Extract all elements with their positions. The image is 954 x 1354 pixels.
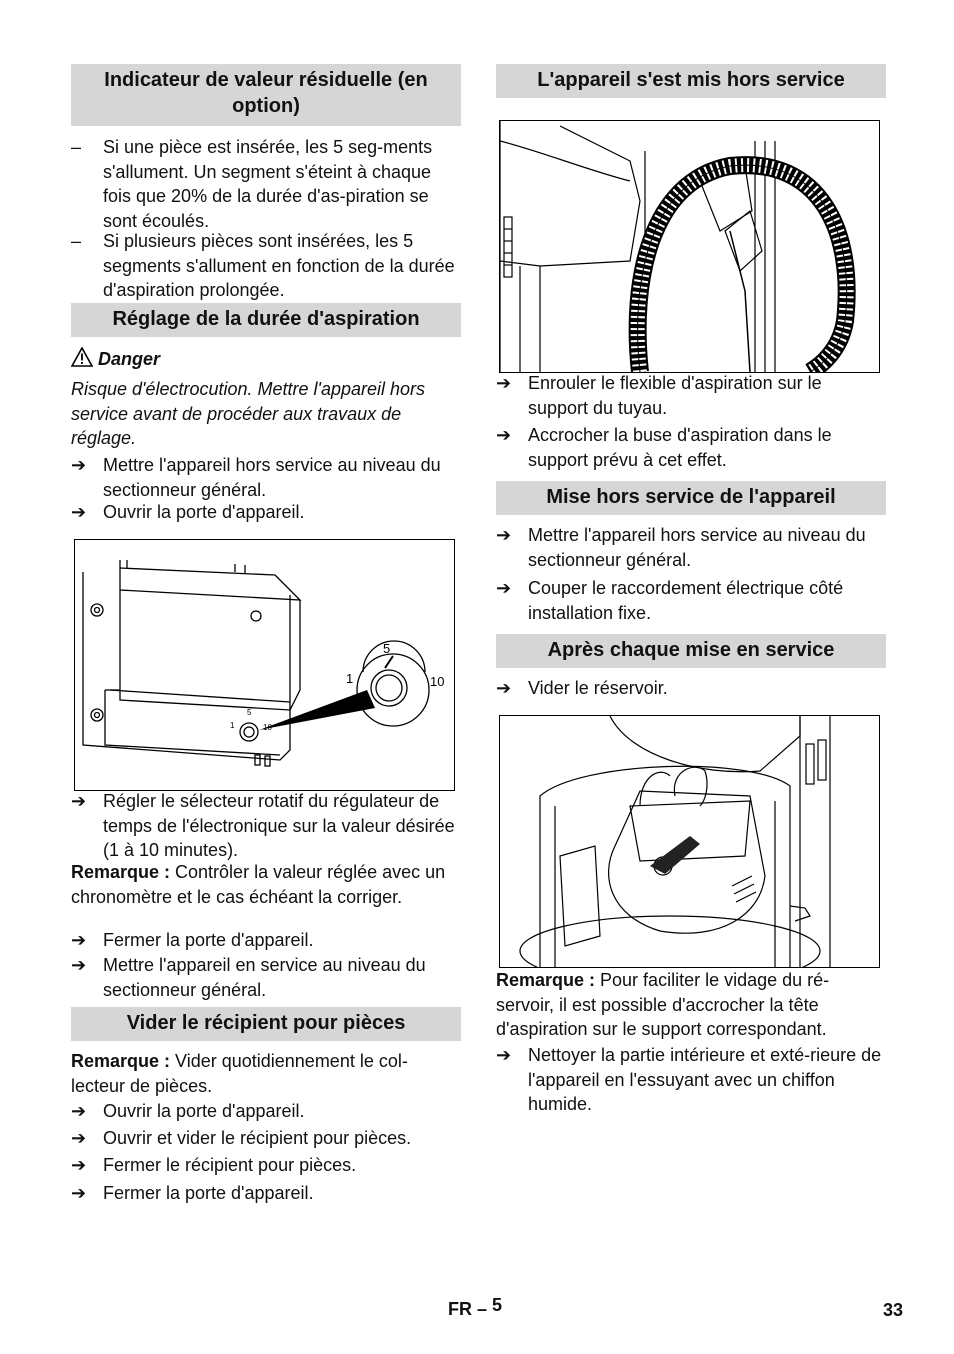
arrow-right-icon: ➔ [71, 1101, 87, 1121]
list-item-text: Fermer la porte d'appareil. [103, 1183, 314, 1203]
remark-text: Vider quotidiennement le col-lecteur de pièces. [71, 1051, 408, 1096]
footer-language [448, 1295, 503, 1320]
list-item-text: Si une pièce est insérée, les 5 seg-ments s'allument. Un segment s'éteint à chaque fois que 20% de la durée d'as-piration se sont écoulés. [103, 137, 433, 231]
remark-paragraph [71, 1049, 461, 1098]
list-item [71, 1126, 461, 1151]
arrow-right-icon: ➔ [71, 1128, 87, 1148]
list-item [71, 1153, 461, 1178]
list-item-text: Régler le sélecteur rotatif du régulateur de temps de l'électronique sur la valeur désirée (1 à 10 minutes). [103, 791, 455, 860]
list-item [71, 928, 461, 953]
list-item-text: Mettre l'appareil en service au niveau du sectionneur général. [103, 955, 426, 1000]
arrow-right-icon: ➔ [71, 455, 87, 475]
hose-holder-figure [499, 120, 880, 373]
remark-label: Remarque : [71, 862, 171, 882]
arrow-right-icon: ➔ [496, 373, 512, 393]
list-item [496, 523, 886, 572]
footer-lang: FR [448, 1299, 472, 1319]
list-item-text: Enrouler le flexible d'aspiration sur le support du tuyau. [528, 373, 822, 418]
list-item [71, 1181, 461, 1206]
heading-residual-indicator: Indicateur de valeur résiduelle (en option) [71, 64, 461, 126]
list-item [71, 453, 461, 502]
remark-text: Contrôler la valeur réglée avec un chronomètre et le cas échéant la corriger. [71, 862, 446, 907]
heading-after-use: Après chaque mise en service [496, 634, 886, 668]
arrow-right-icon: ➔ [71, 502, 87, 522]
list-item [496, 576, 886, 625]
list-item-text: Accrocher la buse d'aspiration dans le support prévu à cet effet. [528, 425, 832, 470]
heading-empty-container: Vider le récipient pour pièces [71, 1007, 461, 1041]
dash-marker: – [71, 137, 82, 157]
arrow-right-icon: ➔ [71, 791, 87, 811]
list-item-text: Ouvrir la porte d'appareil. [103, 1101, 305, 1121]
list-item [71, 229, 461, 303]
arrow-right-icon: ➔ [496, 525, 512, 545]
list-item [496, 423, 886, 472]
remark-paragraph [496, 968, 886, 1042]
warning-triangle-icon [71, 347, 93, 367]
remark-text: Pour faciliter le vidage du ré-servoir, il est possible d'accrocher la tête d'aspiration sur le support correspondant. [496, 970, 830, 1039]
list-item [71, 1099, 461, 1124]
heading-shutdown: Mise hors service de l'appareil [496, 481, 886, 515]
list-item-text: Mettre l'appareil hors service au niveau du sectionneur général. [103, 455, 441, 500]
footer-section-page: 5 [492, 1295, 503, 1315]
heading-device-off: L'appareil s'est mis hors service [496, 64, 886, 98]
arrow-right-icon: ➔ [71, 1155, 87, 1175]
small-dial-label-10: 10 [263, 723, 272, 732]
small-dial-label-1: 1 [230, 721, 235, 730]
dial-label-5: 5 [383, 641, 391, 656]
small-dial-label-5: 5 [247, 708, 252, 717]
list-item [496, 371, 886, 420]
list-item [71, 135, 461, 233]
heading-suction-time: Réglage de la durée d'aspiration [71, 303, 461, 337]
suction-head-figure [499, 715, 880, 968]
arrow-right-icon: ➔ [496, 678, 512, 698]
dial-label-10: 10 [430, 674, 445, 689]
list-item-text: Couper le raccordement électrique côté installation fixe. [528, 578, 844, 623]
control-box-figure [74, 539, 455, 791]
list-item-text: Fermer le récipient pour pièces. [103, 1155, 357, 1175]
arrow-right-icon: ➔ [71, 955, 87, 975]
list-item [71, 953, 461, 1002]
list-item-text: Si plusieurs pièces sont insérées, les 5 segments s'allument en fonction de la durée d'aspiration prolongée. [103, 231, 455, 300]
page-number: 33 [883, 1300, 904, 1320]
arrow-right-icon: ➔ [496, 1045, 512, 1065]
list-item-text: Fermer la porte d'appareil. [103, 930, 314, 950]
list-item-text: Ouvrir la porte d'appareil. [103, 502, 305, 522]
remark-label: Remarque : [71, 1051, 171, 1071]
danger-label: Danger [98, 349, 161, 369]
list-item [71, 500, 461, 525]
arrow-right-icon: ➔ [71, 930, 87, 950]
danger-text: Risque d'électrocution. Mettre l'appareil hors service avant de procéder aux travaux de réglage. [71, 379, 426, 448]
danger-label-row [71, 347, 461, 372]
list-item [496, 676, 886, 701]
list-item-text: Ouvrir et vider le récipient pour pièces. [103, 1128, 412, 1148]
dial-label-1: 1 [346, 671, 354, 686]
list-item-text: Nettoyer la partie intérieure et exté-rieure de l'appareil en l'essuyant avec un chiffon humide. [528, 1045, 882, 1114]
remark-paragraph [71, 860, 461, 909]
list-item-text: Vider le réservoir. [528, 678, 668, 698]
arrow-right-icon: ➔ [496, 578, 512, 598]
remark-label: Remarque : [496, 970, 596, 990]
list-item-text: Mettre l'appareil hors service au niveau du sectionneur général. [528, 525, 866, 570]
footer-dash: – [477, 1299, 488, 1319]
dash-marker: – [71, 231, 82, 251]
list-item [71, 789, 461, 863]
arrow-right-icon: ➔ [496, 425, 512, 445]
list-item [496, 1043, 886, 1117]
arrow-right-icon: ➔ [71, 1183, 87, 1203]
